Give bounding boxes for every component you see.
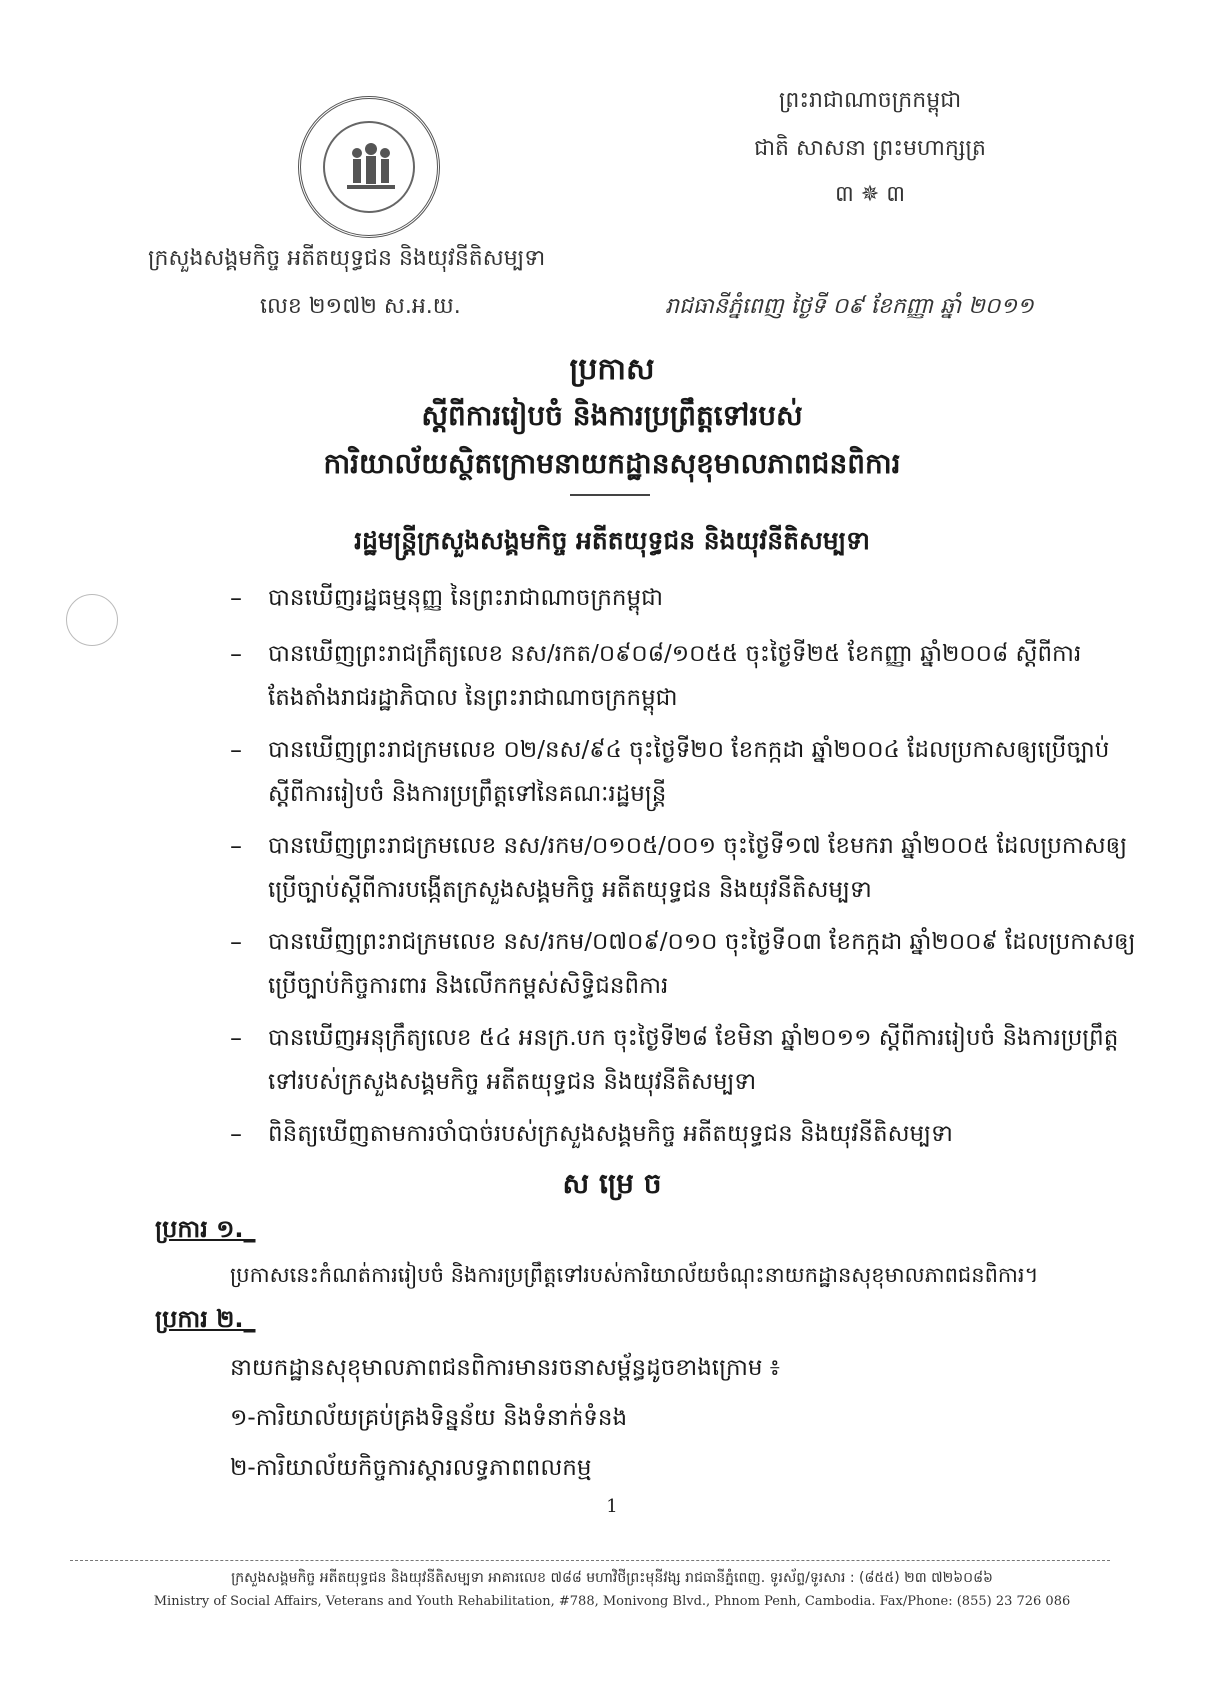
article-2-item: ១-ការិយាល័យគ្រប់គ្រងទិន្នន័យ និងទំនាក់ទំនង — [230, 1405, 628, 1431]
reference-number: លេខ ២១៧២ ស.អ.យ. — [260, 294, 461, 319]
bullet-dash: – — [230, 736, 242, 764]
document-type: ប្រកាស — [569, 352, 655, 387]
footer-address-english: Ministry of Social Affairs, Veterans and Youth Rehabilitation, #788, Monivong Blvd., Phnom Penh, Cambodia. Fax/Phone: (855) 23 726 086 — [153, 1594, 1071, 1609]
preamble-item: ពិនិត្យឃើញតាមការចាំបាច់របស់ក្រសួងសង្គមកិច្ច អតីតយុទ្ធជន និងយុវនីតិសម្បទា — [268, 1121, 953, 1147]
national-motto: ជាតិ សាសនា ព្រះមហាក្សត្រ — [754, 136, 986, 161]
document-date: រាជធានីភ្នំពេញ ថ្ងៃទី ០៩ ខែកញ្ញា ឆ្នាំ ២០១១ — [665, 294, 1034, 319]
preamble-item: បានឃើញព្រះរាជក្រឹត្យលេខ នស/រកត/០៩០៨/១០៥៥ ចុះថ្ងៃទី២៥ ខែកញ្ញា ឆ្នាំ២០០៨ ស្តីពីការតែងតាំងរាជរដ្ឋាភិបាល នៃព្រះរាជាណាចក្រកម្ពុជា — [268, 641, 1082, 711]
preamble-item: បានឃើញព្រះរាជក្រមលេខ នស/រកម/០៧០៩/០១០ ចុះថ្ងៃទី០៣ ខែកក្កដា ឆ្នាំ២០០៩ ដែលប្រកាសឲ្យប្រើច្បាប់កិច្ចការពារ និងលើកកម្ពស់សិទ្ធិជនពិការ — [268, 929, 1136, 999]
page-number: 1 — [606, 1496, 618, 1517]
preamble-item: បានឃើញអនុក្រឹត្យលេខ ៥៤ អនក្រ.បក ចុះថ្ងៃទី២៨ ខែមិនា ឆ្នាំ២០១១ ស្តីពីការរៀបចំ និងការប្រព្រឹត្តទៅរបស់ក្រសួងសង្គមកិច្ច អតីតយុទ្ធជន និងយុវនីតិសម្បទា — [268, 1025, 1119, 1095]
article-1-text: ប្រកាសនេះកំណត់ការរៀបចំ និងការប្រព្រឹត្តទៅរបស់ការិយាល័យចំណុះនាយកដ្ឋានសុខុមាលភាពជនពិការ។ — [230, 1263, 1039, 1287]
ornament: ៣ ✵ ៣ — [834, 182, 906, 207]
footer-rule — [70, 1560, 1110, 1561]
bullet-dash: – — [230, 584, 242, 612]
title-divider — [570, 494, 650, 496]
bullet-dash: – — [230, 1120, 242, 1148]
article-2-intro: នាយកដ្ឋានសុខុមាលភាពជនពិការមានរចនាសម្ព័ន្ធដូចខាងក្រោម ៖ — [230, 1355, 780, 1381]
footer-address-khmer: ក្រសួងសង្គមកិច្ច អតីតយុទ្ធជន និងយុវនីតិសម្បទា អាគារលេខ ៧៨៨ មហាវិថីព្រះមុនីវង្ស រាជធានីភ្នំពេញ. ទូរស័ព្ទ/ទូរសារ : (៨៥៥) ២៣ ៧២៦០៨៦ — [231, 1570, 993, 1586]
bullet-dash: – — [230, 1024, 242, 1052]
bullet-dash: – — [230, 832, 242, 860]
kingdom-title: ព្រះរាជាណាចក្រកម្ពុជា — [778, 88, 962, 113]
document-subject-line1: ស្តីពីការរៀបចំ និងការប្រព្រឹត្តទៅរបស់ — [421, 399, 803, 432]
punch-hole-mark — [66, 594, 118, 646]
preamble-item: បានឃើញព្រះរាជក្រមលេខ ០២/នស/៩៤ ចុះថ្ងៃទី២០ ខែកក្កដា ឆ្នាំ២០០៤ ដែលប្រកាសឲ្យប្រើច្បាប់ស្តីពីការរៀបចំ និងការប្រព្រឹត្តទៅនៃគណៈរដ្ឋមន្ត្រី — [268, 737, 1110, 807]
seal-inner-ring — [323, 121, 415, 213]
bullet-dash: – — [230, 928, 242, 956]
article-2-heading: ប្រការ ២._ — [155, 1305, 256, 1333]
minister-title: រដ្ឋមន្ត្រីក្រសួងសង្គមកិច្ច អតីតយុទ្ធជន និងយុវនីតិសម្បទា — [354, 526, 870, 555]
preamble-item: បានឃើញរដ្ឋធម្មនុញ្ញ នៃព្រះរាជាណាចក្រកម្ពុជា — [268, 585, 663, 611]
document-subject-line2: ការិយាល័យស្ថិតក្រោមនាយកដ្ឋានសុខុមាលភាពជនពិការ — [323, 447, 901, 480]
preamble-item: បានឃើញព្រះរាជក្រមលេខ នស/រកម/០១០៥/០០១ ចុះថ្ងៃទី១៧ ខែមករា ឆ្នាំ២០០៥ ដែលប្រកាសឲ្យប្រើច្បាប់ស្តីពីការបង្កើតក្រសួងសង្គមកិច្ច អតីតយុទ្ធជន និងយុវនីតិសម្បទា — [268, 833, 1128, 903]
ministry-name: ក្រសួងសង្គមកិច្ច អតីតយុទ្ធជន និងយុវនីតិសម្បទា — [148, 246, 546, 271]
bullet-dash: – — [230, 640, 242, 668]
article-1-heading: ប្រការ ១._ — [155, 1215, 256, 1243]
decision-heading: ស ម្រេ ច — [562, 1167, 662, 1200]
seal-figures-icon — [325, 123, 417, 215]
ministry-seal-icon — [298, 96, 440, 238]
article-2-item: ២-ការិយាល័យកិច្ចការស្តារលទ្ធភាពពលកម្ម — [230, 1455, 592, 1481]
